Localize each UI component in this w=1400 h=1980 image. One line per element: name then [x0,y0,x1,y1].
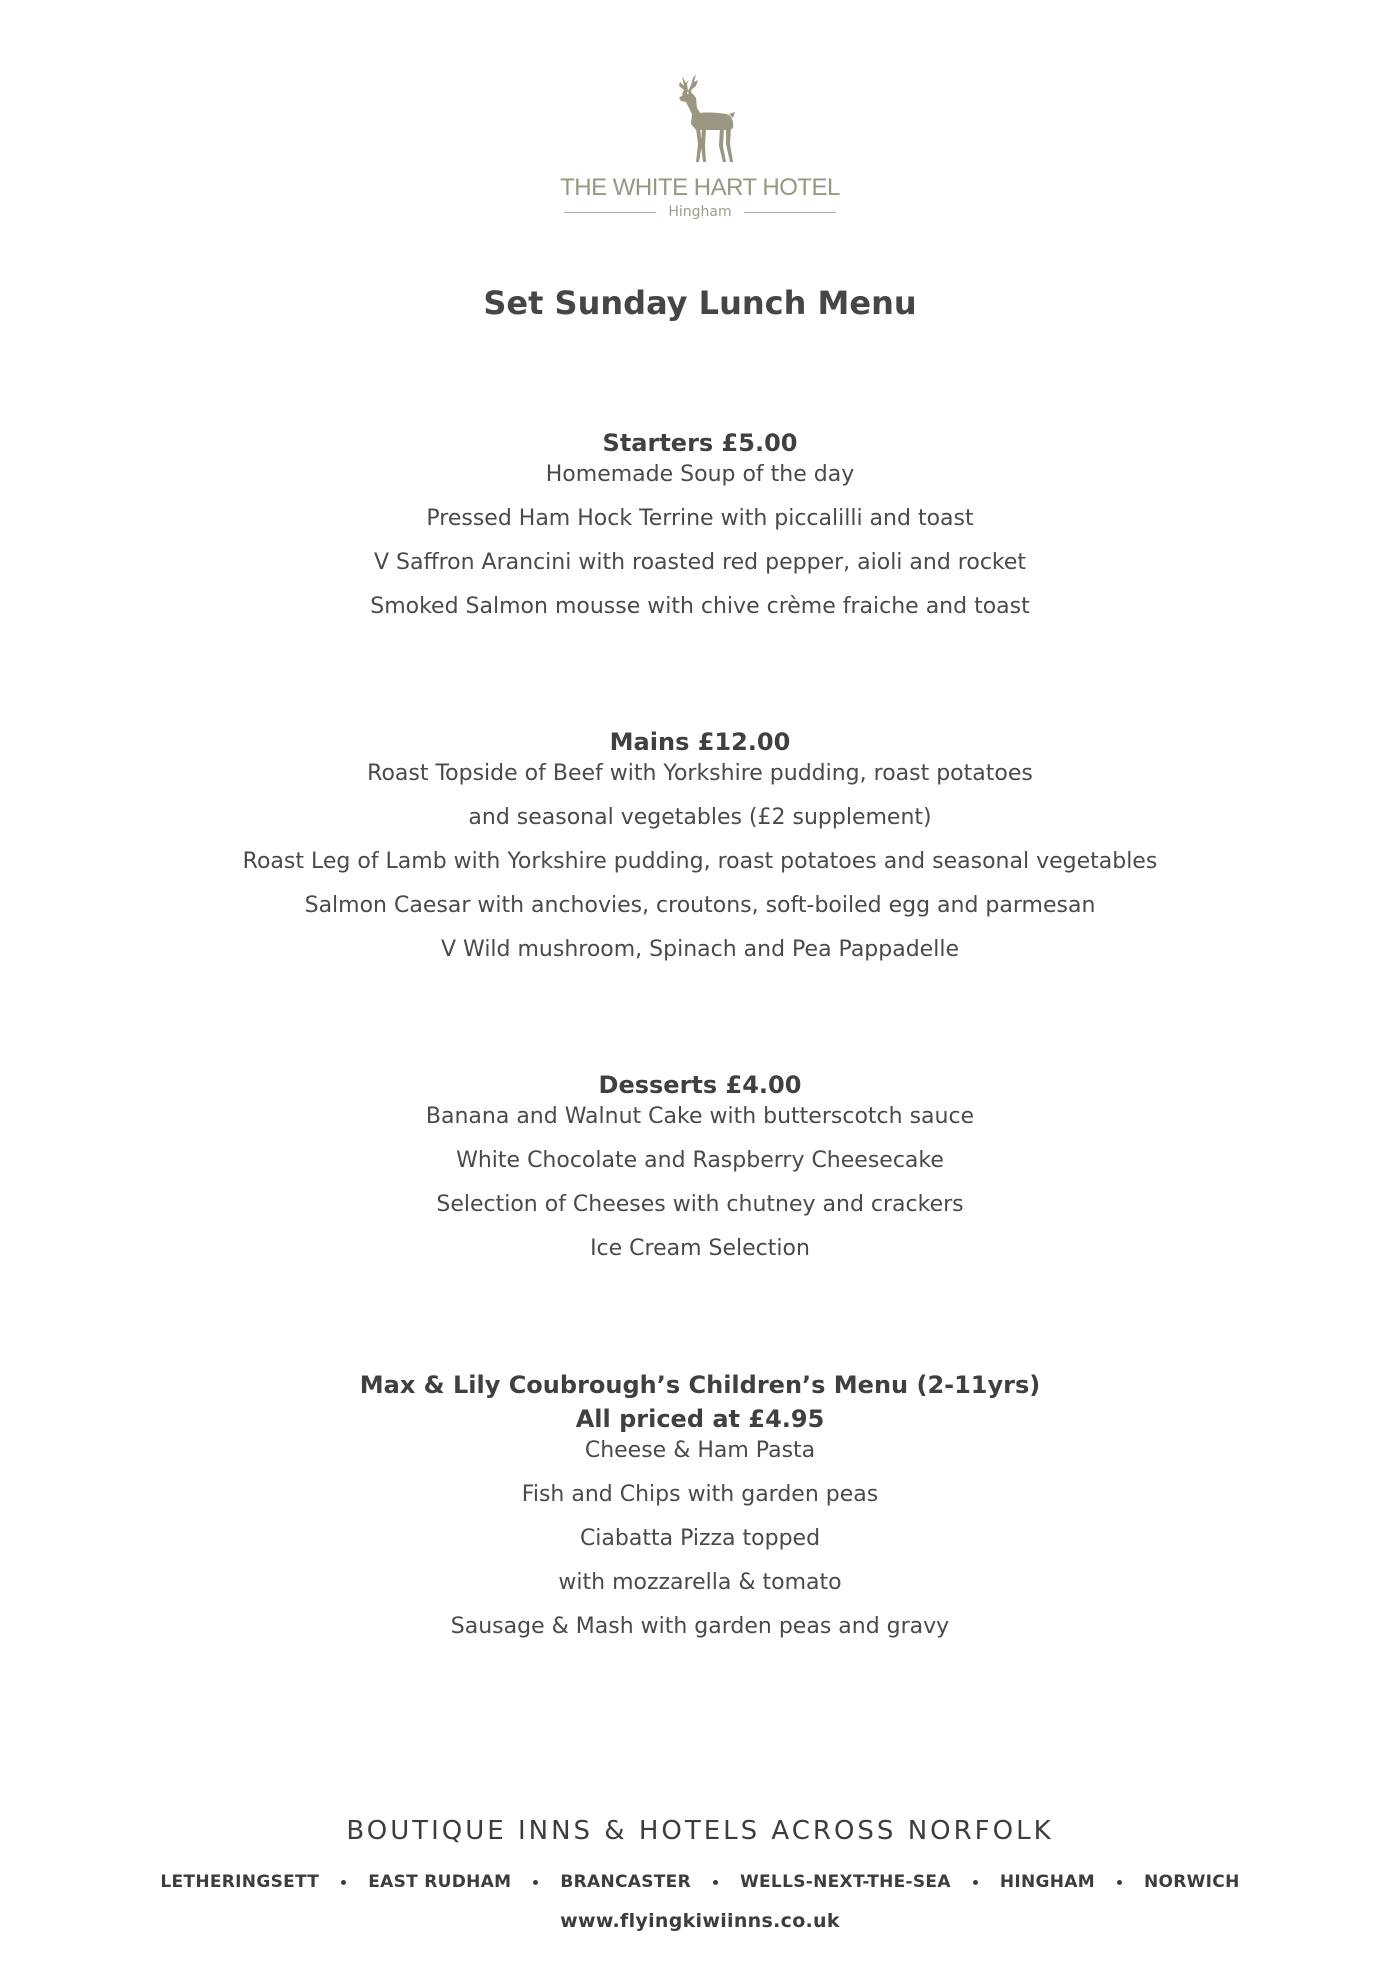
menu-item: Selection of Cheeses with chutney and crackers [436,1192,964,1217]
bullet-separator [341,1880,346,1885]
bullet-separator [1117,1880,1122,1885]
menu-item: Banana and Walnut Cake with butterscotch sauce [425,1104,975,1129]
location-name: HINGHAM [999,1872,1095,1892]
bullet-separator [973,1880,978,1885]
hotel-name: THE WHITE HART HOTEL [560,174,840,201]
footer-title: BOUTIQUE INNS & HOTELS ACROSS NORFOLK [346,1816,1054,1846]
location-name: EAST RUDHAM [368,1872,512,1892]
website-link[interactable]: www.flyingkiwiinns.co.uk [560,1910,840,1932]
menu-item: Fish and Chips with garden peas [521,1482,879,1507]
desserts-section [0,1068,1400,1271]
menu-item: Roast Leg of Lamb with Yorkshire pudding, roast potatoes and seasonal vegetables [242,849,1158,874]
menu-item: Homemade Soup of the day [545,462,855,487]
logo-rule-right [744,212,836,213]
stag-icon [660,72,740,164]
footer-locations [0,1872,1400,1892]
section-heading: Mains £12.00 [609,728,791,756]
locality-row [0,204,1400,220]
location-name: LETHERINGSETT [160,1872,320,1892]
menu-item: V Saffron Arancini with roasted red pepper, aioli and rocket [373,550,1027,575]
menu-item: Smoked Salmon mousse with chive crème fraiche and toast [370,594,1030,619]
menu-item: White Chocolate and Raspberry Cheesecake [456,1148,944,1173]
menu-item: Ice Cream Selection [590,1236,810,1261]
section-heading: Max & Lily Coubrough’s Children’s Menu (2-11yrs) [359,1371,1041,1399]
logo-rule-left [564,212,656,213]
section-subheading: All priced at £4.95 [575,1405,825,1433]
childrens-menu-section [0,1368,1400,1649]
menu-item: Cheese & Ham Pasta [584,1438,816,1463]
menu-item: V Wild mushroom, Spinach and Pea Pappadelle [441,937,959,962]
starters-section [0,426,1400,629]
hotel-logo [0,72,1400,220]
menu-item: with mozzarella & tomato [558,1570,842,1595]
mains-section [0,725,1400,972]
menu-item: Pressed Ham Hock Terrine with piccalilli and toast [426,506,974,531]
location-name: WELLS-NEXT-THE-SEA [739,1872,951,1892]
page-title: Set Sunday Lunch Menu [483,284,917,322]
location-name: NORWICH [1143,1872,1240,1892]
menu-item: Sausage & Mash with garden peas and gravy [450,1614,950,1639]
section-heading: Desserts £4.00 [598,1071,802,1099]
menu-item: Ciabatta Pizza topped [579,1526,821,1551]
hotel-locality: Hingham [668,204,732,220]
bullet-separator [533,1880,538,1885]
bullet-separator [713,1880,718,1885]
menu-item: and seasonal vegetables (£2 supplement) [468,805,932,830]
menu-item: Salmon Caesar with anchovies, croutons, soft-boiled egg and parmesan [304,893,1096,918]
menu-item: Roast Topside of Beef with Yorkshire pudding, roast potatoes [367,761,1033,786]
section-heading: Starters £5.00 [602,429,798,457]
location-name: BRANCASTER [560,1872,691,1892]
